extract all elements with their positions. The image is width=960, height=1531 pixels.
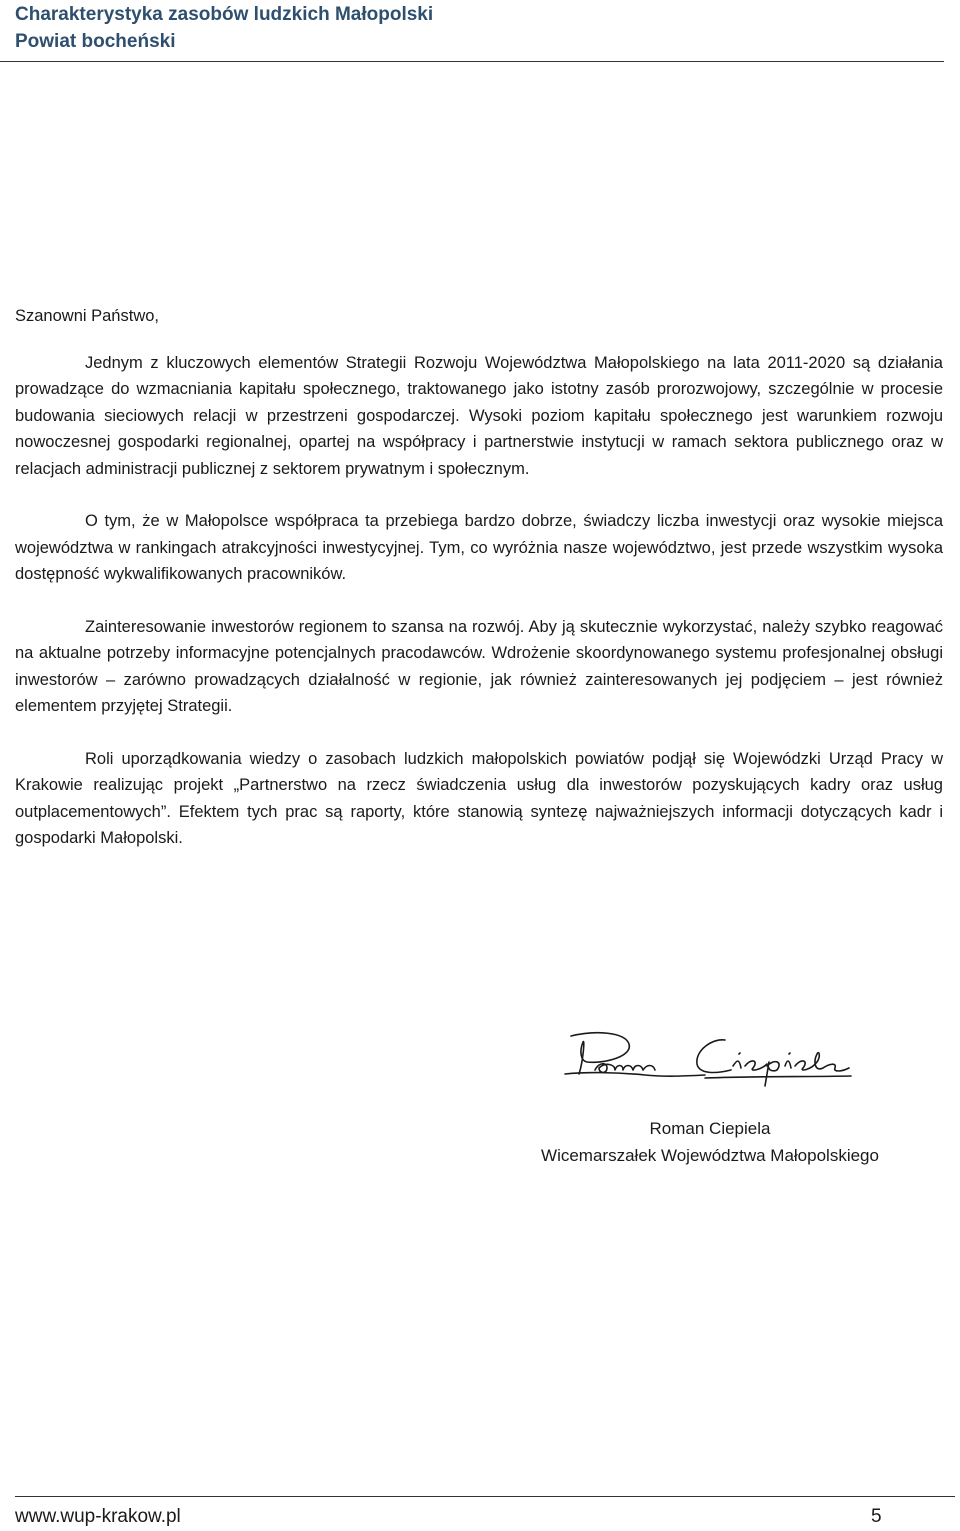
page-header <box>15 0 955 55</box>
footer-website: www.wup-krakow.pl <box>15 1506 181 1527</box>
signer-title: Wicemarszałek Województwa Małopolskiego <box>541 1146 879 1165</box>
document-title: Charakterystyka zasobów ludzkich Małopolski <box>15 4 434 25</box>
letter-body <box>15 303 943 878</box>
salutation: Szanowni Państwo, <box>15 307 159 325</box>
paragraph-3: Zainteresowanie inwestorów regionem to szansa na rozwój. Aby ją skutecznie wykorzystać, należy szybko reagować na aktualne potrzeby informacyjne potencjalnych pracodawców. Wdrożenie skoordynowanego systemu profesjonalnej obsługi inwestorów – zarówno prowadzących działalność w regionie, jak również zainteresowanych jej podjęciem – jest również elementem przyjętej Strategii. <box>15 617 943 715</box>
signer-name: Roman Ciepiela <box>649 1119 771 1138</box>
document-subtitle: Powiat bocheński <box>15 31 176 52</box>
signer-block <box>500 1115 920 1169</box>
handwritten-signature <box>555 1022 855 1102</box>
page-number: 5 <box>871 1506 882 1527</box>
paragraph-2: O tym, że w Małopolsce współpraca ta przebiega bardzo dobrze, świadczy liczba inwestycji oraz wysokie miejsca województwa w rankingach atrakcyjności inwestycyjnej. Tym, co wyróżnia nasze województwo, jest przede wszystkim wysoka dostępność wykwalifikowanych pracowników. <box>15 512 943 583</box>
header-divider <box>0 61 944 62</box>
paragraph-1: Jednym z kluczowych elementów Strategii Rozwoju Województwa Małopolskiego na lata 2011-2020 są działania prowadzące do wzmacniania kapitału społecznego, traktowanego jako istotny zasób prorozwojowy, szczególnie w procesie budowania sieciowych relacji w przestrzeni gospodarczej. Wysoki poziom kapitału społecznego jest warunkiem rozwoju nowoczesnej gospodarki regionalnej, opartej na współpracy i partnerstwie instytucji w ramach sektora publicznego oraz w relacjach administracji publicznej z sektorem prywatnym i społecznym. <box>15 353 943 478</box>
paragraph-4: Roli uporządkowania wiedzy o zasobach ludzkich małopolskich powiatów podjął się Wojewódzki Urząd Pracy w Krakowie realizując projekt „Partnerstwo na rzecz świadczenia usług dla inwestorów pozyskujących kadry oraz usług outplacementowych”. Efektem tych prac są raporty, które stanowią syntezę najważniejszych informacji dotyczących kadr i gospodarki Małopolski. <box>15 749 943 847</box>
footer-divider <box>15 1496 955 1497</box>
